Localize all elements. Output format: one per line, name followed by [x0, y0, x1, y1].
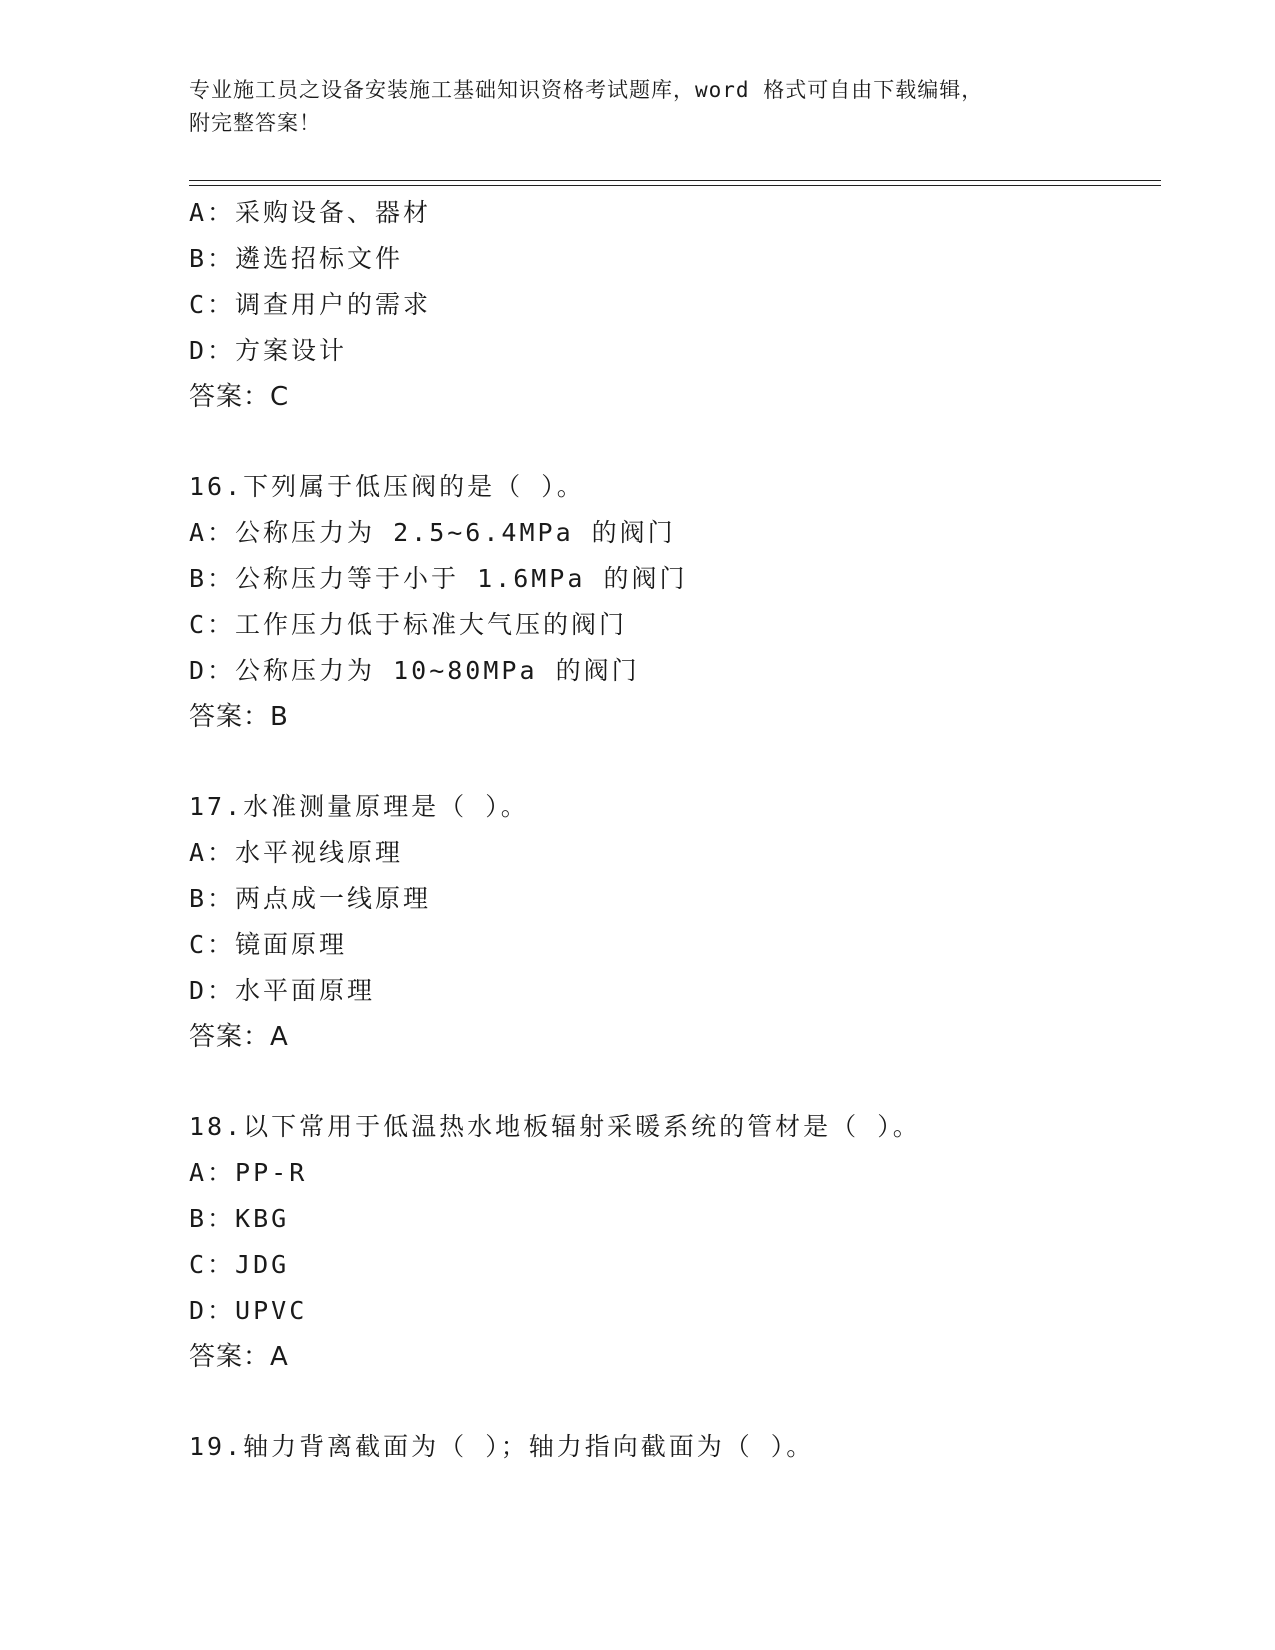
option-a: A：公称压力为 2.5~6.4MPa 的阀门: [189, 518, 676, 547]
option-b: B：遴选招标文件: [189, 244, 404, 273]
question-list: [189, 190, 1161, 1470]
header-divider-top: [189, 180, 1161, 181]
option-b: B：KBG: [189, 1204, 290, 1233]
option-c: C：镜面原理: [189, 930, 348, 959]
option-a: A：PP-R: [189, 1158, 308, 1187]
header-line-2: 附完整答案！: [189, 111, 321, 135]
option-c: C：工作压力低于标准大气压的阀门: [189, 610, 628, 639]
question-18: [189, 1104, 1161, 1380]
question-text: 16.下列属于低压阀的是（ ）。: [189, 472, 585, 501]
option-d: D：水平面原理: [189, 976, 376, 1005]
option-d: D：方案设计: [189, 336, 348, 365]
header-line-1: 专业施工员之设备安装施工基础知识资格考试题库，word 格式可自由下载编辑，: [189, 78, 984, 102]
question-19: [189, 1424, 1161, 1470]
answer: 答案：A: [189, 1342, 289, 1372]
option-b: B：公称压力等于小于 1.6MPa 的阀门: [189, 564, 688, 593]
option-d: D：UPVC: [189, 1296, 308, 1325]
option-d: D：公称压力为 10~80MPa 的阀门: [189, 656, 640, 685]
option-c: C：调查用户的需求: [189, 290, 432, 319]
answer: 答案：B: [189, 702, 289, 732]
question-text: 18.以下常用于低温热水地板辐射采暖系统的管材是（ ）。: [189, 1112, 921, 1141]
option-b: B：两点成一线原理: [189, 884, 432, 913]
option-c: C：JDG: [189, 1250, 290, 1279]
question-15: [189, 190, 1161, 420]
answer: 答案：A: [189, 1022, 289, 1052]
header-divider-bottom: [189, 185, 1161, 186]
question-16: [189, 464, 1161, 740]
document-header: [189, 74, 1089, 140]
question-text: 17.水准测量原理是（ ）。: [189, 792, 529, 821]
option-a: A：水平视线原理: [189, 838, 404, 867]
question-17: [189, 784, 1161, 1060]
question-text: 19.轴力背离截面为（ ）；轴力指向截面为（ ）。: [189, 1432, 815, 1461]
answer: 答案：C: [189, 382, 290, 412]
option-a: A：采购设备、器材: [189, 198, 432, 227]
